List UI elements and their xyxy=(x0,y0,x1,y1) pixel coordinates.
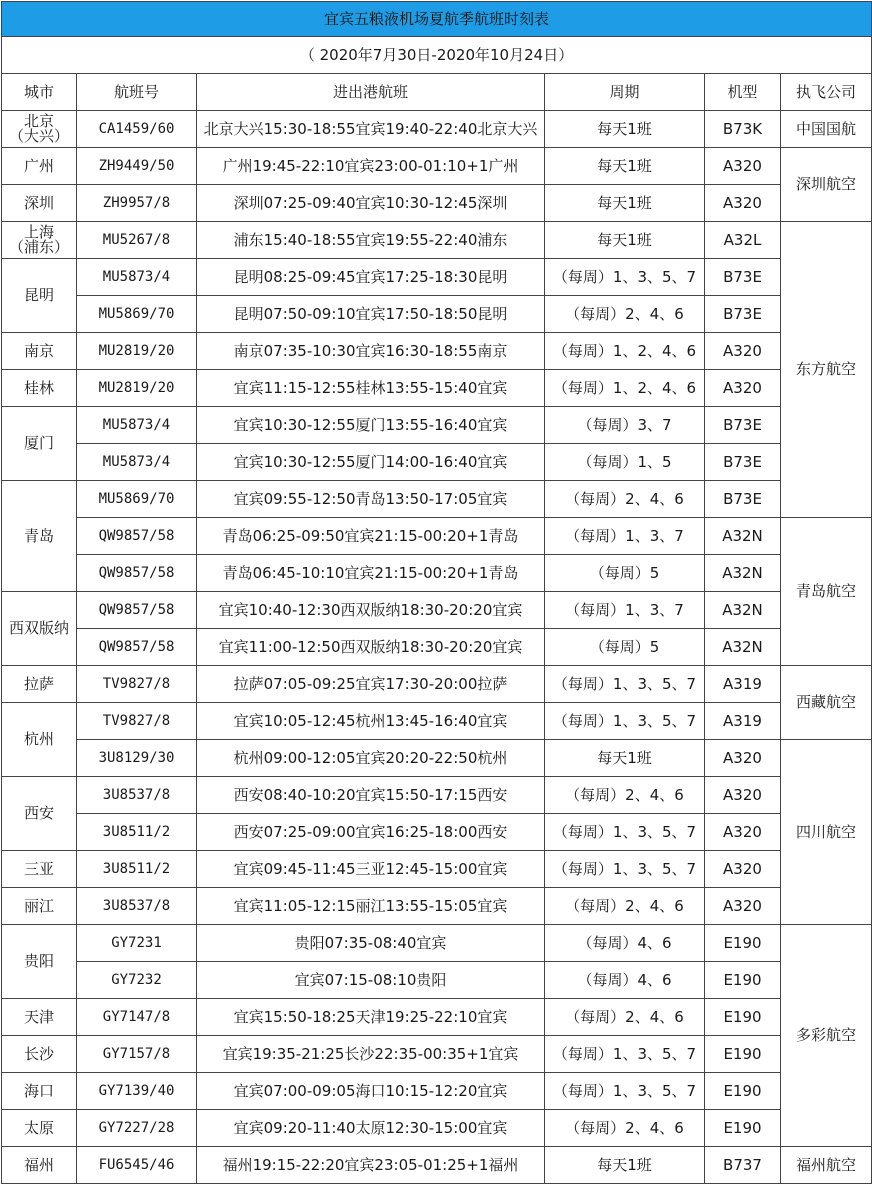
schedule: （每周）1、3、5、7 xyxy=(545,851,705,888)
route: 青岛06:25-09:50宜宾21:15-00:20+1青岛 xyxy=(197,518,545,555)
aircraft: B737 xyxy=(705,1147,781,1184)
aircraft: A32N xyxy=(705,592,781,629)
city-cell: 厦门 xyxy=(2,407,77,481)
city-cell: 上海 （浦东） xyxy=(2,222,77,259)
aircraft: E190 xyxy=(705,999,781,1036)
city-cell: 太原 xyxy=(2,1110,77,1147)
table-row xyxy=(2,481,872,518)
airline-cell: 福州航空 xyxy=(781,1147,872,1184)
table-row xyxy=(2,629,872,666)
schedule: （每周）2、4、6 xyxy=(545,296,705,333)
schedule: （每周）4、6 xyxy=(545,962,705,999)
aircraft: B73E xyxy=(705,259,781,296)
aircraft: A320 xyxy=(705,851,781,888)
table-row xyxy=(2,333,872,370)
city-cell: 深圳 xyxy=(2,185,77,222)
flight-number: QW9857/58 xyxy=(77,518,197,555)
schedule: （每周）4、6 xyxy=(545,925,705,962)
aircraft: B73E xyxy=(705,296,781,333)
header-aircraft: 机型 xyxy=(705,74,781,111)
route: 杭州09:00-12:05宜宾20:20-22:50杭州 xyxy=(197,740,545,777)
aircraft: A320 xyxy=(705,185,781,222)
city-cell: 桂林 xyxy=(2,370,77,407)
flight-number: MU2819/20 xyxy=(77,333,197,370)
table-row xyxy=(2,740,872,777)
table-row xyxy=(2,444,872,481)
table-row xyxy=(2,518,872,555)
flight-number: ZH9449/50 xyxy=(77,148,197,185)
schedule: 每天1班 xyxy=(545,185,705,222)
flight-number: FU6545/46 xyxy=(77,1147,197,1184)
aircraft: A32N xyxy=(705,555,781,592)
city-cell: 杭州 xyxy=(2,703,77,777)
route: 深圳07:25-09:40宜宾10:30-12:45深圳 xyxy=(197,185,545,222)
aircraft: E190 xyxy=(705,1036,781,1073)
flight-number: MU5873/4 xyxy=(77,259,197,296)
route: 宜宾11:15-12:55桂林13:55-15:40宜宾 xyxy=(197,370,545,407)
airline-cell: 青岛航空 xyxy=(781,518,872,666)
aircraft: E190 xyxy=(705,1073,781,1110)
city-cell: 广州 xyxy=(2,148,77,185)
city-cell: 北京 （大兴） xyxy=(2,111,77,148)
route: 宜宾09:55-12:50青岛13:50-17:05宜宾 xyxy=(197,481,545,518)
route: 宜宾19:35-21:25长沙22:35-00:35+1宜宾 xyxy=(197,1036,545,1073)
schedule: （每周）1、3、7 xyxy=(545,592,705,629)
flight-number: CA1459/60 xyxy=(77,111,197,148)
airline-cell: 西藏航空 xyxy=(781,666,872,740)
flight-number: TV9827/8 xyxy=(77,666,197,703)
flight-number: 3U8537/8 xyxy=(77,777,197,814)
route: 昆明08:25-09:45宜宾17:25-18:30昆明 xyxy=(197,259,545,296)
schedule: （每周）5 xyxy=(545,629,705,666)
table-row xyxy=(2,407,872,444)
flight-number: MU2819/20 xyxy=(77,370,197,407)
route: 宜宾07:15-08:10贵阳 xyxy=(197,962,545,999)
flight-number: GY7147/8 xyxy=(77,999,197,1036)
flight-number: GY7139/40 xyxy=(77,1073,197,1110)
schedule: （每周）1、3、5、7 xyxy=(545,1073,705,1110)
table-row xyxy=(2,592,872,629)
route: 昆明07:50-09:10宜宾17:50-18:50昆明 xyxy=(197,296,545,333)
flight-number: TV9827/8 xyxy=(77,703,197,740)
schedule: （每周）2、4、6 xyxy=(545,888,705,925)
aircraft: A32L xyxy=(705,222,781,259)
city-cell: 西安 xyxy=(2,777,77,851)
flight-number: 3U8129/30 xyxy=(77,740,197,777)
table-row xyxy=(2,888,872,925)
city-cell: 拉萨 xyxy=(2,666,77,703)
flight-number: QW9857/58 xyxy=(77,555,197,592)
aircraft: E190 xyxy=(705,925,781,962)
aircraft: A320 xyxy=(705,333,781,370)
aircraft: B73E xyxy=(705,444,781,481)
flight-number: MU5873/4 xyxy=(77,407,197,444)
schedule: （每周）5 xyxy=(545,555,705,592)
table-row xyxy=(2,296,872,333)
table-row xyxy=(2,851,872,888)
city-cell: 西双版纳 xyxy=(2,592,77,666)
aircraft: B73E xyxy=(705,481,781,518)
flight-number: QW9857/58 xyxy=(77,592,197,629)
schedule: （每周）2、4、6 xyxy=(545,999,705,1036)
table-row xyxy=(2,962,872,999)
table-row xyxy=(2,814,872,851)
route: 广州19:45-22:10宜宾23:00-01:10+1广州 xyxy=(197,148,545,185)
route: 北京大兴15:30-18:55宜宾19:40-22:40北京大兴 xyxy=(197,111,545,148)
table-row xyxy=(2,1036,872,1073)
flight-number: MU5869/70 xyxy=(77,296,197,333)
airline-cell: 东方航空 xyxy=(781,222,872,518)
route: 福州19:15-22:20宜宾23:05-01:25+1福州 xyxy=(197,1147,545,1184)
city-cell: 三亚 xyxy=(2,851,77,888)
schedule: （每周）2、4、6 xyxy=(545,777,705,814)
airline-cell: 深圳航空 xyxy=(781,148,872,222)
route: 宜宾09:45-11:45三亚12:45-15:00宜宾 xyxy=(197,851,545,888)
city-cell: 昆明 xyxy=(2,259,77,333)
flight-number: GY7227/28 xyxy=(77,1110,197,1147)
header-airline: 执飞公司 xyxy=(781,74,872,111)
flight-number: 3U8511/2 xyxy=(77,814,197,851)
schedule: （每周）1、2、4、6 xyxy=(545,333,705,370)
route: 宜宾11:00-12:50西双版纳18:30-20:20宜宾 xyxy=(197,629,545,666)
table-row xyxy=(2,185,872,222)
header-schedule: 周期 xyxy=(545,74,705,111)
city-cell: 海口 xyxy=(2,1073,77,1110)
airline-cell: 中国国航 xyxy=(781,111,872,148)
route: 宜宾15:50-18:25天津19:25-22:10宜宾 xyxy=(197,999,545,1036)
aircraft: A320 xyxy=(705,148,781,185)
header-flight-number: 航班号 xyxy=(77,74,197,111)
aircraft: A319 xyxy=(705,666,781,703)
schedule: （每周）1、3、5、7 xyxy=(545,666,705,703)
flight-number: GY7232 xyxy=(77,962,197,999)
header-route: 进出港航班 xyxy=(197,74,545,111)
aircraft: A319 xyxy=(705,703,781,740)
flight-number: MU5873/4 xyxy=(77,444,197,481)
route: 宜宾10:30-12:55厦门13:55-16:40宜宾 xyxy=(197,407,545,444)
airline-cell: 多彩航空 xyxy=(781,925,872,1147)
schedule: （每周）1、5 xyxy=(545,444,705,481)
flight-schedule-table xyxy=(1,1,872,1184)
flight-number: GY7157/8 xyxy=(77,1036,197,1073)
aircraft: E190 xyxy=(705,1110,781,1147)
route: 浦东15:40-18:55宜宾19:55-22:40浦东 xyxy=(197,222,545,259)
date-range: （ 2020年7月30日-2020年10月24日） xyxy=(2,37,872,74)
schedule: （每周）1、3、5、7 xyxy=(545,1036,705,1073)
schedule: （每周）1、2、4、6 xyxy=(545,370,705,407)
aircraft: B73K xyxy=(705,111,781,148)
aircraft: A320 xyxy=(705,888,781,925)
schedule: 每天1班 xyxy=(545,222,705,259)
aircraft: B73E xyxy=(705,407,781,444)
city-cell: 青岛 xyxy=(2,481,77,592)
table-row xyxy=(2,259,872,296)
airline-cell: 四川航空 xyxy=(781,740,872,925)
schedule: （每周）1、3、7 xyxy=(545,518,705,555)
schedule: （每周）3、7 xyxy=(545,407,705,444)
city-cell: 天津 xyxy=(2,999,77,1036)
route: 西安08:40-10:20宜宾15:50-17:15西安 xyxy=(197,777,545,814)
schedule: （每周）2、4、6 xyxy=(545,1110,705,1147)
table-row xyxy=(2,925,872,962)
table-row xyxy=(2,111,872,148)
city-cell: 贵阳 xyxy=(2,925,77,999)
city-cell: 南京 xyxy=(2,333,77,370)
flight-number: QW9857/58 xyxy=(77,629,197,666)
city-cell: 福州 xyxy=(2,1147,77,1184)
schedule: 每天1班 xyxy=(545,111,705,148)
table-row xyxy=(2,703,872,740)
schedule: （每周）1、3、5、7 xyxy=(545,259,705,296)
route: 贵阳07:35-08:40宜宾 xyxy=(197,925,545,962)
aircraft: A320 xyxy=(705,777,781,814)
flight-number: MU5267/8 xyxy=(77,222,197,259)
table-row xyxy=(2,370,872,407)
route: 宜宾07:00-09:05海口10:15-12:20宜宾 xyxy=(197,1073,545,1110)
aircraft: A320 xyxy=(705,740,781,777)
aircraft: A32N xyxy=(705,518,781,555)
city-cell: 长沙 xyxy=(2,1036,77,1073)
aircraft: A320 xyxy=(705,814,781,851)
flight-number: MU5869/70 xyxy=(77,481,197,518)
table-row xyxy=(2,148,872,185)
table-title: 宜宾五粮液机场夏航季航班时刻表 xyxy=(2,2,872,37)
table-row xyxy=(2,222,872,259)
table-row xyxy=(2,999,872,1036)
route: 宜宾10:40-12:30西双版纳18:30-20:20宜宾 xyxy=(197,592,545,629)
flight-number: GY7231 xyxy=(77,925,197,962)
route: 南京07:35-10:30宜宾16:30-18:55南京 xyxy=(197,333,545,370)
route: 青岛06:45-10:10宜宾21:15-00:20+1青岛 xyxy=(197,555,545,592)
table-row xyxy=(2,1147,872,1184)
route: 宜宾10:30-12:55厦门14:00-16:40宜宾 xyxy=(197,444,545,481)
table-row xyxy=(2,1110,872,1147)
route: 宜宾10:05-12:45杭州13:45-16:40宜宾 xyxy=(197,703,545,740)
flight-number: 3U8511/2 xyxy=(77,851,197,888)
schedule: 每天1班 xyxy=(545,148,705,185)
table-row xyxy=(2,555,872,592)
route: 宜宾11:05-12:15丽江13:55-15:05宜宾 xyxy=(197,888,545,925)
route: 宜宾09:20-11:40太原12:30-15:00宜宾 xyxy=(197,1110,545,1147)
schedule: 每天1班 xyxy=(545,1147,705,1184)
flight-number: ZH9957/8 xyxy=(77,185,197,222)
aircraft: E190 xyxy=(705,962,781,999)
flight-number: 3U8537/8 xyxy=(77,888,197,925)
table-row xyxy=(2,777,872,814)
schedule: （每周）1、3、5、7 xyxy=(545,814,705,851)
aircraft: A32N xyxy=(705,629,781,666)
city-cell: 丽江 xyxy=(2,888,77,925)
table-row xyxy=(2,666,872,703)
aircraft: A320 xyxy=(705,370,781,407)
header-city: 城市 xyxy=(2,74,77,111)
table-row xyxy=(2,1073,872,1110)
route: 拉萨07:05-09:25宜宾17:30-20:00拉萨 xyxy=(197,666,545,703)
schedule: （每周）2、4、6 xyxy=(545,481,705,518)
schedule: 每天1班 xyxy=(545,740,705,777)
route: 西安07:25-09:00宜宾16:25-18:00西安 xyxy=(197,814,545,851)
schedule: （每周）1、3、5、7 xyxy=(545,703,705,740)
